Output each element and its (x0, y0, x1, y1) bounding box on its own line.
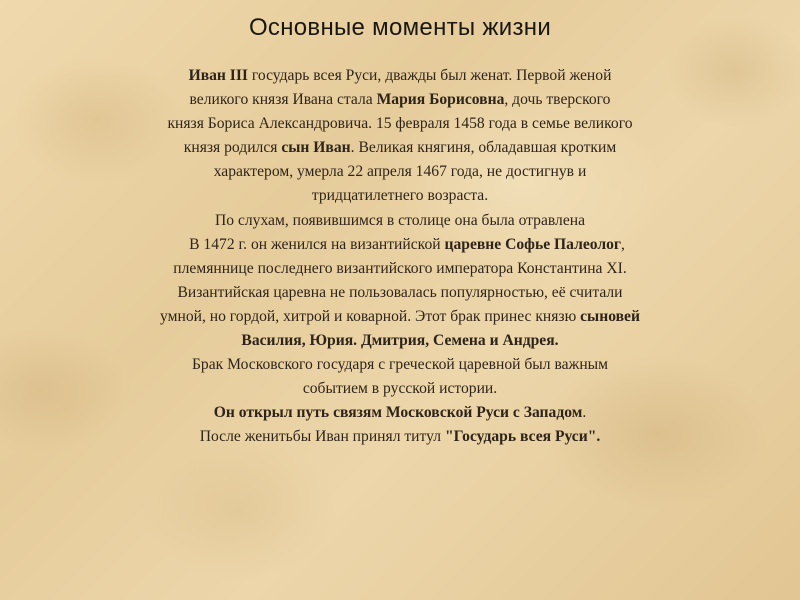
body-line (60, 64, 740, 88)
bold-phrase: Василия, Юрия. Дмитрия, Семена и Андрея. (241, 332, 559, 350)
body-line: событием в русской истории. (302, 380, 498, 398)
slide-title: Основные моменты жизни (248, 14, 552, 41)
bold-phrase: Он открыл путь связям Московской Руси с Западом (213, 404, 583, 422)
text-run: , (620, 235, 625, 253)
text-run: . (582, 404, 587, 422)
text-run: . Великая княгиня, обладавшая кротким (350, 139, 617, 157)
bold-phrase: сын Иван (281, 139, 351, 157)
body-line (60, 329, 740, 353)
text-run: князя родился (183, 139, 282, 157)
body-line: Брак Московского государя с греческой царевной был важным (191, 356, 609, 374)
text-run: великого князя Ивана стала (189, 91, 377, 109)
slide-body (60, 64, 740, 450)
body-line: князя Бориса Александровича. 15 февраля 1458 года в семье великого (167, 115, 633, 133)
bold-phrase: Мария Борисовна (376, 91, 505, 109)
body-line: характером, умерла 22 апреля 1467 года, не достигнув и (213, 163, 587, 181)
body-line (60, 88, 740, 112)
text-run: государь всея Руси, дважды был женат. Первой женой (248, 67, 612, 84)
bold-phrase: "Государь всея Руси". (444, 428, 601, 446)
bold-phrase: сыновей (580, 307, 640, 325)
text-run: умной, но гордой, хитрой и коварной. Этот брак принес князю (160, 307, 581, 325)
body-line: племяннице последнего византийского императора Константина XI. (173, 259, 627, 277)
bold-phrase: Иван III (188, 67, 248, 84)
body-line: По слухам, появившимся в столице она была отравлена (214, 211, 586, 229)
body-line (60, 305, 740, 329)
body-line: Византийская царевна не пользовалась популярностью, её считали (177, 283, 623, 301)
body-line (60, 136, 740, 160)
body-line (60, 401, 740, 425)
body-line (60, 233, 740, 257)
text-run: , дочь тверского (504, 91, 611, 109)
text-run: В 1472 г. он женился на византийской (189, 235, 445, 253)
text-run: После женитьбы Иван принял титул (199, 428, 445, 446)
body-line (60, 425, 740, 449)
body-line: тридцатилетнего возраста. (311, 187, 489, 205)
bold-phrase: царевне Софье Палеолог (444, 235, 621, 253)
